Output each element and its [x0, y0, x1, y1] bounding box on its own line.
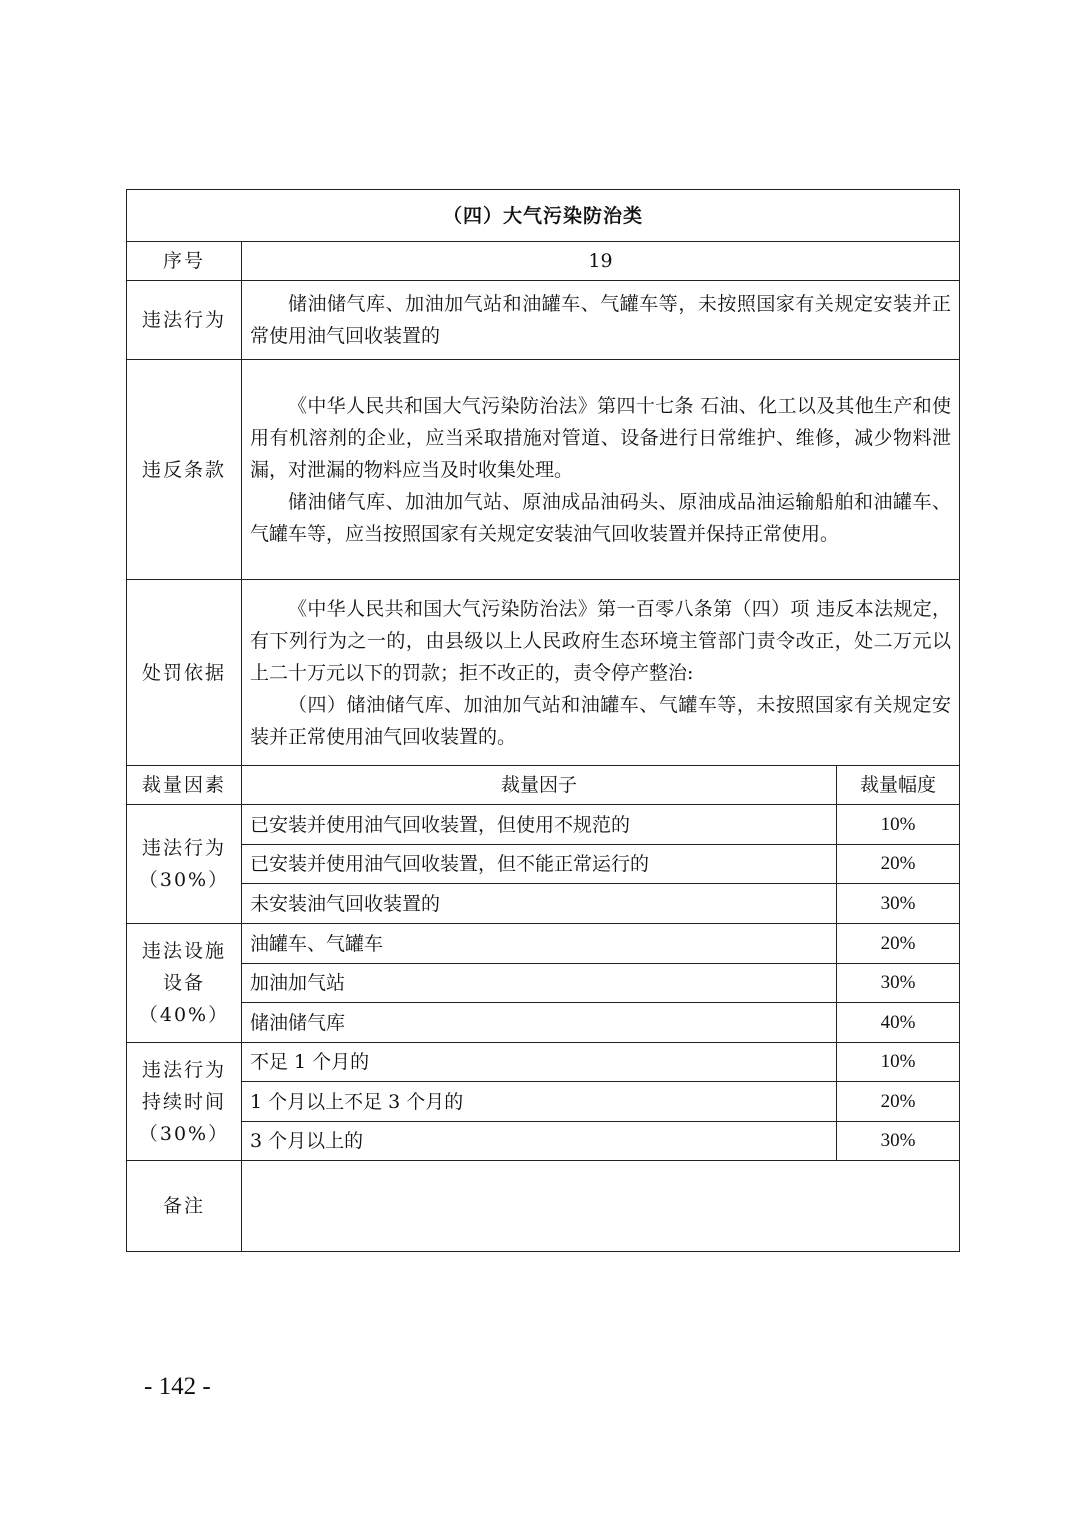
page-number: - 142 - [144, 1373, 211, 1400]
factor-pct: 30% [837, 884, 960, 924]
factor-text: 1 个月以上不足 3 个月的 [242, 1082, 837, 1122]
col-header-factor-group: 裁量因素 [127, 766, 242, 805]
factor-text: 加油加气站 [242, 964, 837, 1003]
factor-text: 储油储气库 [242, 1003, 837, 1043]
penalty-cell [242, 580, 960, 766]
remarks-value [242, 1161, 960, 1252]
factor-text: 不足 1 个月的 [242, 1043, 837, 1082]
group-label-line: 违法行为 [141, 837, 226, 859]
col-header-range: 裁量幅度 [837, 766, 960, 805]
penalty-standard-table [126, 189, 960, 1252]
group-label-line: 违法行为 [141, 1058, 226, 1081]
behavior-text: 储油储气库、加油加气站和油罐车、气罐车等，未按照国家有关规定安装并正常使用油气回收装置的 [250, 293, 952, 347]
factor-pct: 40% [837, 1003, 960, 1043]
violated-paragraph: 储油储气库、加油加气站、原油成品油码头、原油成品油运输船舶和油罐车、气罐车等，应当按照国家有关规定安装油气回收装置并保持正常使用。 [250, 490, 952, 545]
violated-cell [242, 360, 960, 580]
behavior-label: 违法行为 [127, 281, 242, 360]
behavior-cell [242, 281, 960, 360]
seq-value: 19 [242, 242, 960, 281]
table-title: （四）大气污染防治类 [127, 190, 960, 242]
factor-pct: 20% [837, 845, 960, 884]
penalty-paragraph: （四）储油储气库、加油加气站和油罐车、气罐车等，未按照国家有关规定安装并正常使用油气回收装置的。 [250, 693, 952, 748]
seq-label: 序号 [127, 242, 242, 281]
factor-group-label [127, 805, 242, 924]
group-label-line: （40%） [138, 1004, 230, 1026]
remarks-label: 备注 [127, 1161, 242, 1252]
group-label-line: （30%） [138, 869, 230, 891]
factor-pct: 30% [837, 964, 960, 1003]
group-label-line: 设备 [162, 972, 205, 994]
factor-pct: 10% [837, 805, 960, 845]
factor-text: 已安装并使用油气回收装置，但使用不规范的 [242, 805, 837, 845]
factor-text: 已安装并使用油气回收装置，但不能正常运行的 [242, 845, 837, 884]
factor-group-label [127, 924, 242, 1043]
violated-paragraph: 《中华人民共和国大气污染防治法》第四十七条 石油、化工以及其他生产和使用有机溶剂的企业，应当采取措施对管道、设备进行日常维护、维修，减少物料泄漏，对泄漏的物料应当及时收集处理。 [250, 394, 952, 481]
factor-pct: 10% [837, 1043, 960, 1082]
factor-group-label [127, 1043, 242, 1161]
factor-text: 油罐车、气罐车 [242, 924, 837, 964]
group-label-line: （30%） [138, 1122, 230, 1145]
violated-label: 违反条款 [127, 360, 242, 580]
group-label-line: 违法设施 [141, 940, 226, 962]
factor-text: 3 个月以上的 [242, 1122, 837, 1161]
factor-pct: 20% [837, 1082, 960, 1122]
penalty-paragraph: 《中华人民共和国大气污染防治法》第一百零八条第（四）项 违反本法规定，有下列行为之一的，由县级以上人民政府生态环境主管部门责令改正，处二万元以上二十万元以下的罚款；拒不改正的，责令停产整治: [250, 597, 952, 684]
penalty-label: 处罚依据 [127, 580, 242, 766]
factor-pct: 20% [837, 924, 960, 964]
col-header-factor: 裁量因子 [242, 766, 837, 805]
factor-pct: 30% [837, 1122, 960, 1161]
group-label-line: 持续时间 [141, 1090, 226, 1113]
factor-text: 未安装油气回收装置的 [242, 884, 837, 924]
